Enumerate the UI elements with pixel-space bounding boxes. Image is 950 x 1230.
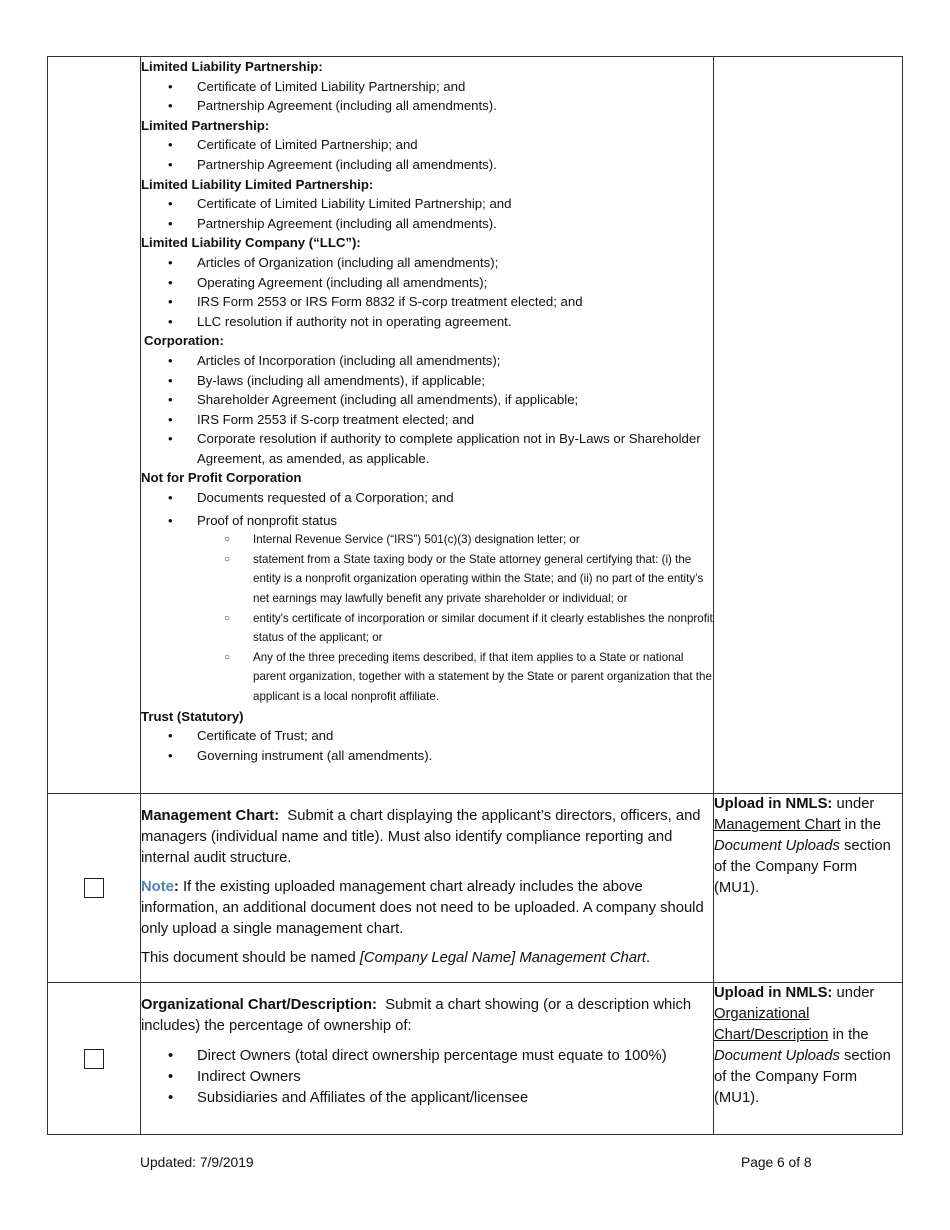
list-item: • Articles of Incorporation (including all amendments); <box>141 351 713 371</box>
org-chart-list <box>141 1046 713 1109</box>
management-chart-upload-cell: Upload in NMLS: under Management Chart in the Document Uploads section of the Company Form (MU1). <box>714 794 903 983</box>
list-item: • Certificate of Limited Liability Limited Partnership; and <box>141 194 713 214</box>
sub-list-item: ○ statement from a State taxing body or the State attorney general certifying that: (i) the entity is a nonprofit organization operating within the State; and (ii) no part of the entity’s net earnings may lawfully benefit any private shareholder or individual; or <box>141 550 713 609</box>
llc-list <box>141 253 713 331</box>
corporation-list <box>141 351 713 469</box>
management-chart-row <box>48 794 903 983</box>
management-chart-description: Management Chart: Submit a chart displaying the applicant’s directors, officers, and managers (individual name and title). Must also identify compliance reporting and internal audit structure. <box>141 808 701 866</box>
list-item: • Corporate resolution if authority to complete application not in By-Laws or Shareholder Agreement, as amended, as applicable. <box>141 429 713 468</box>
nonprofit-list <box>141 488 713 530</box>
list-item: • IRS Form 2553 or IRS Form 8832 if S-corp treatment elected; and <box>141 292 713 312</box>
list-item: • Articles of Organization (including all amendments); <box>141 253 713 273</box>
requirements-table <box>47 56 903 1135</box>
list-item: • LLC resolution if authority not in operating agreement. <box>141 312 713 332</box>
list-item: • Partnership Agreement (including all amendments). <box>141 214 713 234</box>
list-item: • Shareholder Agreement (including all amendments), if applicable; <box>141 390 713 410</box>
list-item: • Indirect Owners <box>141 1067 713 1088</box>
entity-documents-cell <box>141 57 714 794</box>
org-chart-row <box>48 983 903 1135</box>
list-item: • Certificate of Limited Liability Partnership; and <box>141 77 713 97</box>
list-item: • Proof of nonprofit status <box>141 511 713 531</box>
lp-list <box>141 135 713 174</box>
management-chart-note: Note: If the existing uploaded management chart already includes the above information, an additional document does not need to be uploaded. A company should only upload a single management chart. <box>141 879 704 937</box>
list-item: • Operating Agreement (including all amendments); <box>141 273 713 293</box>
entity-documents-row <box>48 57 903 794</box>
upload-label: Upload in NMLS: <box>714 796 833 812</box>
list-item: • Documents requested of a Corporation; and <box>141 488 713 508</box>
management-chart-naming: This document should be named [Company Legal Name] Management Chart. <box>141 950 651 966</box>
footer-updated: Updated: 7/9/2019 <box>140 1155 254 1170</box>
sub-list-item: ○ Any of the three preceding items described, if that item applies to a State or national parent organization, together with a statement by the State or parent organization that the applicant is a local nonprofit affiliate. <box>141 648 713 707</box>
list-item: • Certificate of Limited Partnership; and <box>141 135 713 155</box>
org-chart-description: Organizational Chart/Description: Submit a chart showing (or a description which includes) the percentage of ownership of: <box>141 997 692 1034</box>
list-item: • Certificate of Trust; and <box>141 726 713 746</box>
org-chart-upload-cell: Upload in NMLS: under Organizational Chart/Description in the Document Uploads section of the Company Form (MU1). <box>714 983 903 1135</box>
note-label: Note <box>141 879 174 895</box>
checkbox-cell <box>48 794 141 983</box>
llp-list <box>141 77 713 116</box>
sub-list-item: ○ entity's certificate of incorporation or similar document if it clearly establishes the nonprofit status of the applicant; or <box>141 609 713 648</box>
list-item: • Partnership Agreement (including all amendments). <box>141 96 713 116</box>
management-chart-cell <box>141 794 714 983</box>
lp-heading: Limited Partnership: <box>141 117 270 133</box>
lllp-list <box>141 194 713 233</box>
list-item: • Partnership Agreement (including all amendments). <box>141 155 713 175</box>
trust-list <box>141 726 713 765</box>
management-chart-title: Management Chart: <box>141 808 280 824</box>
org-chart-cell <box>141 983 714 1135</box>
llc-heading: Limited Liability Company (“LLC”): <box>141 235 361 251</box>
footer-page-number: Page 6 of 8 <box>741 1155 812 1170</box>
nonprofit-heading: Not for Profit Corporation <box>141 470 302 486</box>
checkbox-cell-empty <box>48 57 141 794</box>
list-item: • Direct Owners (total direct ownership percentage must equate to 100%) <box>141 1046 713 1067</box>
upload-label: Upload in NMLS: <box>714 985 833 1001</box>
nonprofit-proof-sublist <box>141 530 713 706</box>
entity-documents-list <box>141 57 713 765</box>
org-chart-checkbox[interactable] <box>84 1049 104 1069</box>
sub-list-item: ○ Internal Revenue Service (“IRS”) 501(c)(3) designation letter; or <box>141 530 713 550</box>
upload-cell-empty <box>714 57 903 794</box>
org-chart-section-link: Organizational Chart/Description <box>714 1006 829 1043</box>
checkbox-cell <box>48 983 141 1135</box>
lllp-heading: Limited Liability Limited Partnership: <box>141 176 374 192</box>
management-chart-checkbox[interactable] <box>84 878 104 898</box>
list-item: • Governing instrument (all amendments). <box>141 746 713 766</box>
list-item: • By-laws (including all amendments), if applicable; <box>141 371 713 391</box>
list-item: • IRS Form 2553 if S-corp treatment elected; and <box>141 410 713 430</box>
management-chart-section-link: Management Chart <box>714 817 841 833</box>
llp-heading: Limited Liability Partnership: <box>141 59 323 74</box>
trust-heading: Trust (Statutory) <box>141 708 244 724</box>
org-chart-title: Organizational Chart/Description: <box>141 997 377 1013</box>
list-item: • Subsidiaries and Affiliates of the applicant/licensee <box>141 1088 713 1109</box>
corporation-heading: Corporation: <box>144 333 224 349</box>
